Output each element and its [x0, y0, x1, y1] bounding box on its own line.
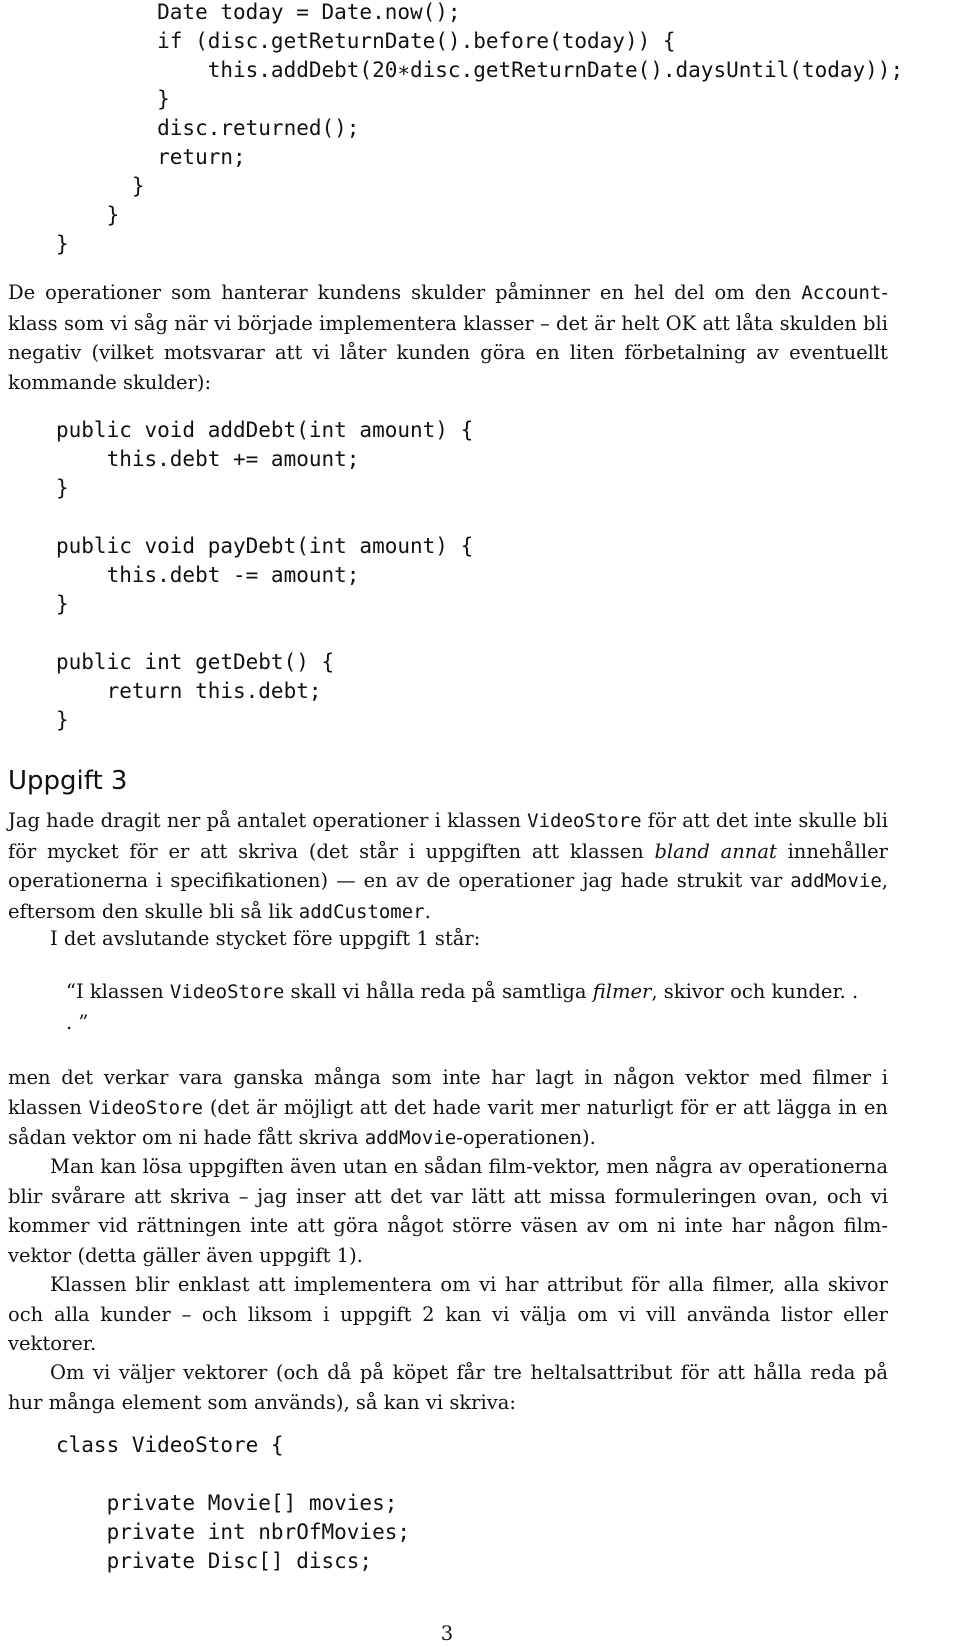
paragraph-before-quote: I det avslutande stycket före uppgift 1 står: [50, 927, 481, 950]
text: innehåller operationerna i specifikationen) — en av de operationer jag hade strukit var [8, 839, 888, 892]
text: Jag hade dragit ner på antalet operationer i klassen [8, 809, 528, 832]
text: (det är möjligt att det hade varit mer naturligt för er att lägga in en sådan vektor om ni hade fått skriva [8, 1095, 888, 1149]
text: , skivor och kunder. . . ” [66, 980, 859, 1034]
inline-code: Account [801, 282, 882, 304]
code-block-return-disc: Date today = Date.now(); if (disc.getReturnDate().before(today)) { this.addDebt(20∗disc.getReturnDate().daysUntil(today)); } disc.returned(); return; } } } [56, 0, 904, 256]
text: De operationer som hanterar kundens skulder påminner en hel del om den [8, 281, 802, 304]
text: , eftersom den skulle bli så lik [8, 869, 888, 923]
text: “I klassen [66, 980, 170, 1003]
code-block-videostore-class: class VideoStore { private Movie[] movies; private int nbrOfMovies; private Disc[] discs; [56, 1433, 411, 1573]
text: -operationen). [456, 1126, 596, 1149]
paragraph-debt-operations [8, 278, 888, 397]
paragraph-movie-vector [8, 1063, 888, 1154]
text: för att det inte skulle bli för mycket för er att skriva (det står i uppgiften att klassen [8, 809, 888, 863]
emphasis: bland annat [654, 839, 777, 863]
text: -klass som vi såg när vi började implementera klasser – det är helt OK att låta skulden bli negativ (vilket motsvarar att vi låter kunden göra en liten förbetalning av eventuellt kommande skulder): [8, 281, 888, 394]
emphasis: filmer [592, 980, 652, 1003]
inline-code: VideoStore [527, 810, 642, 832]
paragraph-attributes: Klassen blir enklast att implementera om vi har attribut för alla filmer, alla skivor och alla kunder – och liksom i uppgift 2 kan vi välja om vi vill använda listor eller vektorer. [8, 1273, 888, 1355]
inline-code: VideoStore [88, 1096, 203, 1119]
paragraph-vectors: Om vi väljer vektorer (och då på köpet får tre heltalsattribut för att hålla reda på hur många element som används), så kan vi skriva: [8, 1361, 888, 1414]
paragraph-without-vector: Man kan lösa uppgiften även utan en sådan film-vektor, men några av operationerna blir svårare att skriva – jag inser att det var lätt att missa formuleringen ovan, och vi kommer vid rättningen inte att göra något större väsen av om ni inte har någon film-vektor (detta gäller även uppgift 1). [8, 1155, 888, 1267]
inline-code: addMovie [364, 1127, 457, 1149]
page-number: 3 [440, 1622, 454, 1645]
text: . [424, 899, 431, 923]
text: men det verkar vara ganska många som inte har lagt in någon vektor med filmer i klassen [8, 1066, 888, 1119]
inline-code: addMovie [790, 870, 882, 892]
quote-block [66, 977, 866, 1037]
code-block-debt-methods: public void addDebt(int amount) { this.debt += amount; } public void payDebt(int amount) { this.debt -= amount; } public int getDebt() { return this.debt; } [56, 418, 474, 732]
inline-code: VideoStore [169, 981, 285, 1003]
text: skall vi hålla reda på samtliga [284, 980, 593, 1003]
section-heading: Uppgift 3 [8, 766, 128, 796]
inline-code: addCustomer [298, 900, 425, 923]
paragraph-videostore-operations [8, 806, 888, 927]
